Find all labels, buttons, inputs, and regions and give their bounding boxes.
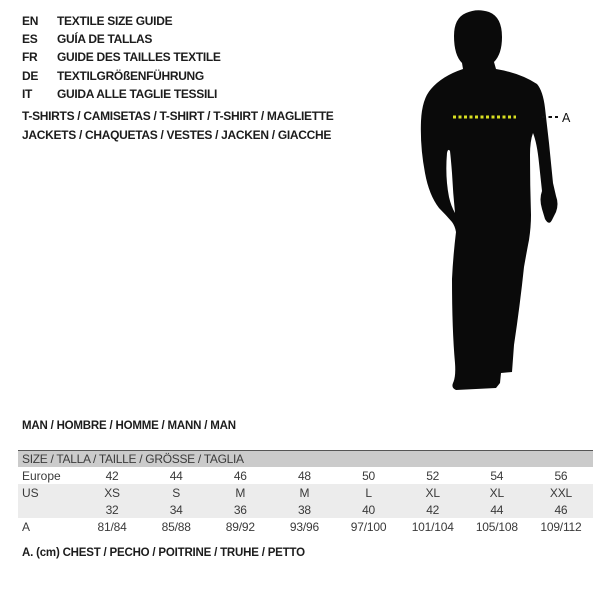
language-label: GUIDA ALLE TAGLIE TESSILI <box>57 86 218 101</box>
language-label: GUIDE DES TAILLES TEXTILE <box>57 50 221 65</box>
table-cell: 56 <box>554 468 568 483</box>
category-jackets: JACKETS / CHAQUETAS / VESTES / JACKEN / GIACCHE <box>22 128 332 142</box>
table-cell: 38 <box>297 502 311 517</box>
row-label: A <box>22 519 31 534</box>
size-table <box>18 450 593 535</box>
table-cell: 44 <box>490 502 504 517</box>
table-cell: 48 <box>297 468 311 483</box>
table-row-us <box>18 484 593 501</box>
table-cell: 36 <box>233 502 247 517</box>
table-cell: L <box>365 485 372 500</box>
table-cell: 85/88 <box>161 519 191 534</box>
language-row <box>22 67 221 85</box>
table-cell: 93/96 <box>289 519 319 534</box>
table-cell: XL <box>489 485 504 500</box>
table-row-numeric <box>18 501 593 518</box>
table-cell: 40 <box>362 502 376 517</box>
table-cell: 105/108 <box>475 519 518 534</box>
table-cell: S <box>172 485 181 500</box>
language-row <box>22 12 221 30</box>
measure-label-a: A <box>562 111 571 125</box>
man-silhouette-svg <box>408 5 578 405</box>
language-code: DE <box>22 68 39 83</box>
man-silhouette-figure <box>408 5 578 405</box>
category-tshirts: T-SHIRTS / CAMISETAS / T-SHIRT / T-SHIRT / MAGLIETTE <box>22 109 334 123</box>
language-code: IT <box>22 86 33 101</box>
table-cell: 44 <box>169 468 183 483</box>
language-code: ES <box>22 32 38 47</box>
table-cell: 101/104 <box>411 519 454 534</box>
language-row <box>22 30 221 48</box>
language-label: GUÍA DE TALLAS <box>57 32 153 47</box>
row-label: US <box>22 485 39 500</box>
table-cell: 42 <box>426 502 440 517</box>
table-cell: 46 <box>554 502 568 517</box>
man-silhouette-shape <box>421 10 558 390</box>
language-label: TEXTILE SIZE GUIDE <box>57 14 173 29</box>
table-row-chest-a <box>18 518 593 535</box>
table-cell: M <box>235 485 246 500</box>
size-table-header: SIZE / TALLA / TAILLE / GRÖSSE / TAGLIA <box>18 450 593 467</box>
table-cell: 42 <box>105 468 119 483</box>
table-cell: 89/92 <box>225 519 255 534</box>
footnote-chest-measure: A. (cm) CHEST / PECHO / POITRINE / TRUHE / PETTO <box>22 547 305 559</box>
language-list <box>22 12 221 103</box>
table-cell: 109/112 <box>540 519 582 534</box>
table-row-europe <box>18 467 593 484</box>
table-cell: 50 <box>362 468 376 483</box>
table-cell: XL <box>425 485 440 500</box>
table-cell: 81/84 <box>97 519 127 534</box>
table-cell: 34 <box>169 502 183 517</box>
table-cell: XS <box>104 485 120 500</box>
table-cell: 97/100 <box>350 519 387 534</box>
language-label: TEXTILGRÖßENFÜHRUNG <box>57 68 204 83</box>
section-title-man: MAN / HOMBRE / HOMME / MANN / MAN <box>22 420 236 432</box>
table-cell: 54 <box>490 468 504 483</box>
language-row <box>22 85 221 103</box>
language-code: FR <box>22 50 38 65</box>
table-cell: 46 <box>233 468 247 483</box>
language-row <box>22 48 221 66</box>
row-label: Europe <box>22 468 61 483</box>
garment-categories <box>22 107 334 145</box>
language-code: EN <box>22 14 39 29</box>
table-cell: 32 <box>105 502 119 517</box>
table-cell: XXL <box>549 485 572 500</box>
table-cell: M <box>299 485 310 500</box>
table-cell: 52 <box>426 468 440 483</box>
